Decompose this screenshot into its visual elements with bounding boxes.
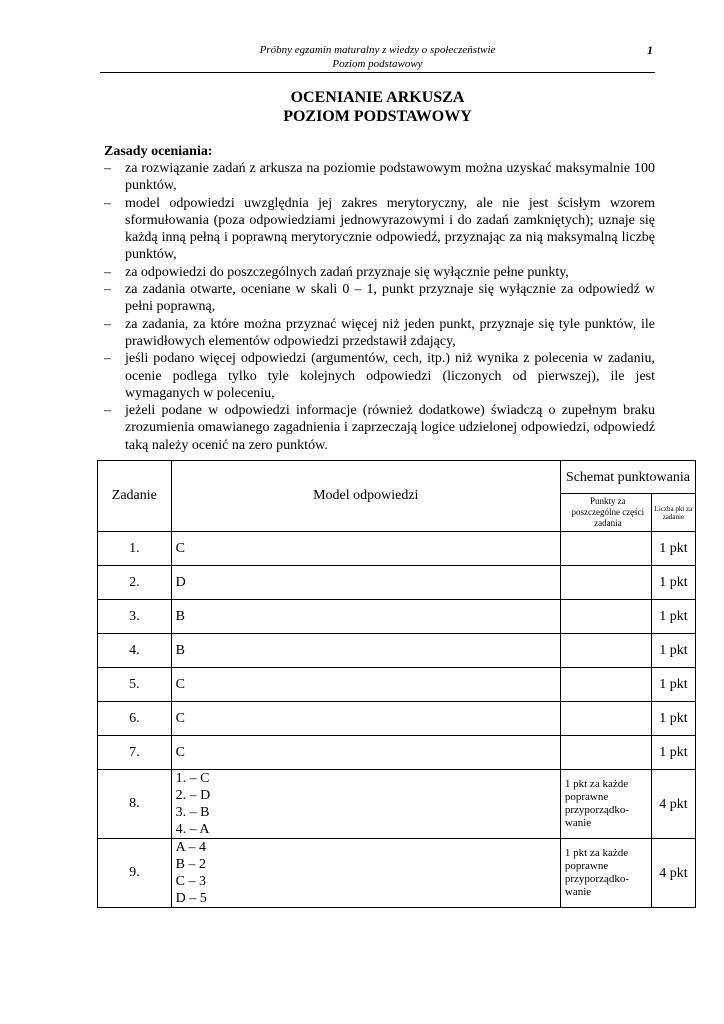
model-answer: C	[171, 668, 560, 702]
header-exam-title: Próbny egzamin maturalny z wiedzy o społeczeństwie	[259, 44, 496, 56]
task-number: 1.	[98, 532, 172, 566]
table-row	[98, 702, 696, 736]
model-answer: B	[171, 600, 560, 634]
points-parts	[560, 668, 651, 702]
rule-item: – za odpowiedzi do poszczególnych zadań przyznaje się wyłącznie pełne punkty,	[104, 264, 569, 280]
model-answer: B	[171, 634, 560, 668]
points-parts	[560, 532, 651, 566]
table-row	[98, 532, 696, 566]
points-parts: 1 pkt za każde poprawne przyporządko-wanie	[560, 770, 651, 839]
task-number: 8.	[98, 770, 172, 839]
points-parts	[560, 702, 651, 736]
model-answer	[171, 839, 560, 908]
header-level: Poziom podstawowy	[332, 58, 423, 70]
page-number: 1	[647, 43, 653, 57]
points-total: 1 pkt	[651, 736, 695, 770]
answer-line: D – 5	[175, 891, 207, 906]
rule-item: – za zadania otwarte, oceniane w skali 0 – 1, punkt przyznaje się wyłącznie za odpowiedź w pełni poprawną,	[104, 282, 655, 315]
table-row	[98, 634, 696, 668]
answer-line: C – 3	[175, 874, 206, 889]
table-row	[98, 668, 696, 702]
rule-item: – jeśli podano więcej odpowiedzi (argumentów, cech, itp.) niż wynika z polecenia w zadaniu, ocenie podlega tylko tyle kolejnych odpowiedzi (liczonych od pierwszej), ile jest wymaganych w poleceniu,	[104, 351, 655, 401]
answer-line: 4. – A	[175, 822, 210, 837]
header-scoring-scheme: Schemat punktowania	[560, 461, 695, 494]
rules-heading: Zasady oceniania:	[104, 144, 213, 159]
task-number: 5.	[98, 668, 172, 702]
header-points-total: Liczba pkt za zadanie	[651, 494, 695, 532]
task-number: 3.	[98, 600, 172, 634]
rule-item: – za zadania, za które można przyznać więcej niż jeden punkt, przyznaje się tyle punktów, ile prawidłowych elementów odpowiedzi przedstawił zdający,	[104, 316, 655, 349]
points-total: 1 pkt	[651, 702, 695, 736]
answer-line: A – 4	[175, 840, 206, 855]
points-parts	[560, 566, 651, 600]
table-row	[98, 736, 696, 770]
model-answer	[171, 770, 560, 839]
scoring-table	[97, 460, 696, 908]
points-total: 1 pkt	[651, 668, 695, 702]
page-header	[100, 44, 655, 73]
task-number: 9.	[98, 839, 172, 908]
points-total: 4 pkt	[651, 839, 695, 908]
model-answer: C	[171, 736, 560, 770]
rules-list	[104, 160, 655, 454]
document-title: OCENIANIE ARKUSZA	[290, 89, 465, 106]
header-points-parts: Punkty za poszczególne części zadania	[560, 494, 651, 532]
points-parts	[560, 634, 651, 668]
table-row	[98, 770, 696, 839]
points-total: 1 pkt	[651, 566, 695, 600]
task-number: 6.	[98, 702, 172, 736]
points-total: 1 pkt	[651, 600, 695, 634]
rule-item: – jeżeli podane w odpowiedzi informacje (również dodatkowe) świadczą o zupełnym braku zrozumienia omawianego zagadnienia i zaprzeczają logice udzielonej odpowiedzi, odpowiedź taką należy ocenić na zero punktów.	[104, 403, 655, 453]
points-total: 1 pkt	[651, 532, 695, 566]
points-parts	[560, 600, 651, 634]
rule-item: – model odpowiedzi uwzględnia jej zakres merytoryczny, ale nie jest ścisłym wzorem sformułowania (poza odpowiedziami jednowyrazowymi i do zadań zamkniętych); uznaje się każdą inną pełną i poprawną merytorycznie odpowiedź, przyznając za nią maksymalną liczbę punktów,	[104, 195, 655, 263]
header-model: Model odpowiedzi	[171, 461, 560, 532]
header-task: Zadanie	[98, 461, 172, 532]
document-subtitle: POZIOM PODSTAWOWY	[283, 108, 472, 125]
points-total: 1 pkt	[651, 634, 695, 668]
model-answer: C	[171, 532, 560, 566]
model-answer: D	[171, 566, 560, 600]
table-row	[98, 566, 696, 600]
answer-line: 2. – D	[175, 788, 211, 803]
points-total: 4 pkt	[651, 770, 695, 839]
answer-line: B – 2	[175, 857, 206, 872]
table-row	[98, 839, 696, 908]
answer-line: 1. – C	[175, 771, 210, 786]
task-number: 4.	[98, 634, 172, 668]
table-row	[98, 600, 696, 634]
answer-line: 3. – B	[175, 805, 210, 820]
task-number: 7.	[98, 736, 172, 770]
points-parts	[560, 736, 651, 770]
task-number: 2.	[98, 566, 172, 600]
rule-item: – za rozwiązanie zadań z arkusza na poziomie podstawowym można uzyskać maksymalnie 100 punktów,	[104, 161, 655, 194]
model-answer: C	[171, 702, 560, 736]
points-parts: 1 pkt za każde poprawne przyporządko-wanie	[560, 839, 651, 908]
